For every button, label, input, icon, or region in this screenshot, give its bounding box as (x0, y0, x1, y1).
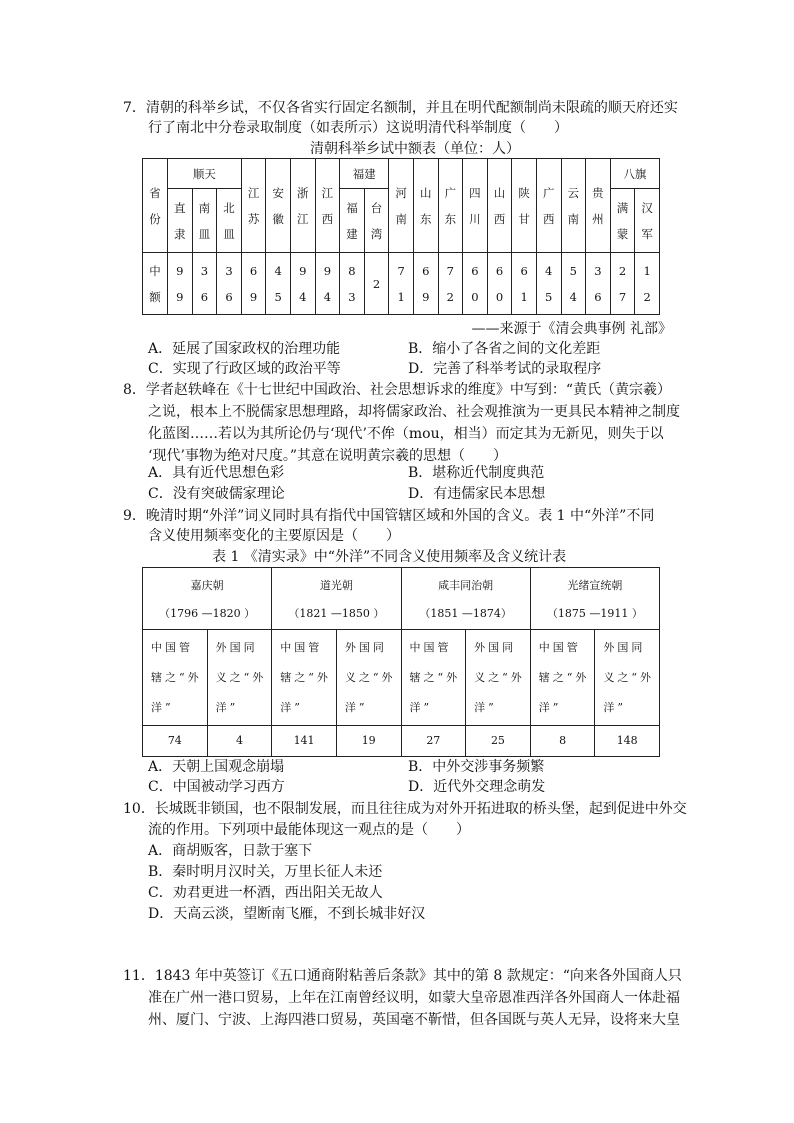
t1-value-4: 4 5 (266, 253, 291, 315)
q9-stem-line2: 含义使用频率变化的主要原因是（ ） (148, 528, 400, 544)
t2-period-years: （1851 —1874） (419, 606, 512, 620)
t1-value-18: 2 7 (610, 253, 635, 315)
t2-subheader-0-1: 外国同 义之“外 洋” (207, 630, 272, 726)
t1-value-8: 2 (364, 253, 389, 315)
t2-period-3 (530, 568, 659, 630)
t2-period-name: 光绪宣统朝 (567, 578, 623, 592)
t1-col-15: 广 西 (536, 159, 561, 253)
q10-stem-line1: 10．长城既非锁国，也不限制发展，而且往往成为对外开拓进取的桥头堡，起到促进中外交 (123, 801, 687, 817)
q8-stem-line2: 之说，根本上不脱儒家思想理路，却将儒家政治、社会观推演为一更具民本精神之制度 (148, 404, 680, 420)
t2-subheader-2-1: 外国同 义之“外 洋” (466, 630, 531, 726)
t1-col-1: 南 皿 (192, 189, 217, 253)
q8-stem-line3: 化蓝图……若以为其所论仍与‘现代’不侔（mou，相当）而定其为无新见，则失于以 (148, 426, 664, 442)
q8-stem-line1: 8．学者赵轶峰在《十七世纪中国政治、社会思想诉求的维度》中写到：“黄氏（黄宗羲） (123, 382, 672, 398)
t1-col-18: 满 蒙 (610, 189, 635, 253)
t1-quota-header: 中 额 (143, 253, 168, 315)
t2-period-name: 咸丰同治朝 (438, 578, 494, 592)
t2-period-2 (401, 568, 530, 630)
t1-value-2: 3 6 (217, 253, 242, 315)
t2-value-0-1: 4 (207, 726, 272, 757)
q8-stem-line4: ‘现代’事物为绝对尺度。”其意在说明黄宗羲的思想（ ） (148, 448, 508, 464)
t2-subheader-0-0: 中国管 辖之“外 洋” (143, 630, 208, 726)
t2-value-1-0: 141 (272, 726, 337, 757)
t1-col-12: 四 川 (463, 159, 488, 253)
t2-period-0 (143, 568, 272, 630)
q9-frequency-table (142, 567, 660, 757)
q10-option-d[interactable]: D．天高云淡，望断南飞雁，不到长城非好汉 (148, 906, 426, 922)
t1-col-17: 贵 州 (586, 159, 611, 253)
q7-option-c[interactable]: C．实现了行政区域的政治平等 (148, 361, 341, 377)
t1-col-3: 江 苏 (241, 159, 266, 253)
t2-period-years: （1821 —1850 ） (288, 606, 385, 620)
t1-value-10: 6 9 (413, 253, 438, 315)
q7-stem-line2: 行了南北中分卷录取制度（如表所示）这说明清代科举制度（ ） (148, 120, 568, 136)
t1-col-11: 广 东 (438, 159, 463, 253)
q8-option-d[interactable]: D．有违儒家民本思想 (408, 486, 546, 502)
t2-value-3-1: 148 (595, 726, 660, 757)
t1-value-12: 6 0 (463, 253, 488, 315)
q9-stem-line1: 9．晚清时期“外洋”词义同时具有指代中国管辖区域和外国的含义。表 1 中“外洋”不同 (123, 508, 655, 524)
q9-option-b[interactable]: B．中外交涉事务频繁 (408, 759, 545, 775)
q8-option-c[interactable]: C．没有突破儒家理论 (148, 486, 285, 502)
t2-period-years: （1875 —1911 ） (546, 606, 643, 620)
q8-option-b[interactable]: B．堪称近代制度典范 (408, 465, 545, 481)
t2-period-years: （1796 —1820 ） (159, 606, 256, 620)
t1-value-16: 5 4 (561, 253, 586, 315)
t1-group-baqi: 八旗 (610, 159, 659, 189)
t1-value-19: 1 2 (635, 253, 660, 315)
t1-col-5: 浙 江 (290, 159, 315, 253)
t1-value-6: 9 4 (315, 253, 340, 315)
t1-col-0: 直 隶 (168, 189, 193, 253)
q9-option-d[interactable]: D．近代外交理念萌发 (408, 779, 546, 795)
t1-value-1: 3 6 (192, 253, 217, 315)
t1-col-10: 山 东 (413, 159, 438, 253)
q11-stem-line1: 11．1843 年中英签订《五口通商附粘善后条款》其中的第 8 款规定：“向来各外国商人只 (123, 968, 682, 984)
t1-value-15: 4 5 (536, 253, 561, 315)
q7-option-d[interactable]: D．完善了科举考试的录取程序 (408, 361, 602, 377)
t1-col-13: 山 西 (487, 159, 512, 253)
t1-col-2: 北 皿 (217, 189, 242, 253)
t2-period-name: 嘉庆朝 (190, 578, 224, 592)
t1-value-14: 6 1 (512, 253, 537, 315)
q10-option-c[interactable]: C．劝君更进一杯酒，西出阳关无故人 (148, 885, 383, 901)
t2-period-name: 道光朝 (319, 578, 353, 592)
t1-col-4: 安 徽 (266, 159, 291, 253)
q7-stem-line1: 7．清朝的科举乡试，不仅各省实行固定名额制，并且在明代配额制尚未限疏的顺天府还实 (123, 100, 678, 116)
q9-option-c[interactable]: C．中国被动学习西方 (148, 779, 285, 795)
t1-value-5: 9 4 (290, 253, 315, 315)
t1-group-shuntian: 顺天 (168, 159, 242, 189)
q11-stem-line3: 州、厦门、宁波、上海四港口贸易，英国毫不靳惜，但各国既与英人无异，设将来大皇 (148, 1012, 680, 1028)
q10-option-a[interactable]: A．商胡贩客，日款于塞下 (148, 843, 313, 859)
t2-value-0-0: 74 (143, 726, 208, 757)
q7-quota-table (142, 158, 660, 315)
t2-subheader-1-0: 中国管 辖之“外 洋” (272, 630, 337, 726)
t1-value-17: 3 6 (586, 253, 611, 315)
t1-value-3: 6 9 (241, 253, 266, 315)
q7-table-title: 清朝科举乡试中额表（单位：人） (310, 141, 520, 157)
t1-col-8: 台 湾 (364, 189, 389, 253)
q10-stem-line2: 流的作用。下列项中最能体现这一观点的是（ ） (148, 822, 470, 838)
t1-province-header: 省 份 (143, 159, 168, 253)
t1-col-6: 江 西 (315, 159, 340, 253)
t2-subheader-3-0: 中国管 辖之“外 洋” (530, 630, 595, 726)
t2-value-3-0: 8 (530, 726, 595, 757)
t1-value-0: 9 9 (168, 253, 193, 315)
q7-option-a[interactable]: A．延展了国家政权的治理功能 (148, 341, 341, 357)
t2-period-1 (272, 568, 401, 630)
t2-subheader-2-0: 中国管 辖之“外 洋” (401, 630, 466, 726)
q9-table-title: 表 1 《清实录》中“外洋”不同含义使用频率及含义统计表 (212, 549, 567, 565)
q10-option-b[interactable]: B．秦时明月汉时关，万里长征人未还 (148, 864, 383, 880)
t2-subheader-3-1: 外国同 义之“外 洋” (595, 630, 660, 726)
t1-col-14: 陕 甘 (512, 159, 537, 253)
t1-value-9: 7 1 (389, 253, 414, 315)
q9-option-a[interactable]: A．天朝上国观念崩塌 (148, 759, 285, 775)
t1-col-9: 河 南 (389, 159, 414, 253)
t1-value-7: 8 3 (340, 253, 365, 315)
q8-option-a[interactable]: A．具有近代思想色彩 (148, 465, 285, 481)
q11-stem-line2: 准在广州一港口贸易，上年在江南曾经议明，如蒙大皇帝恩准西洋各外国商人一体赴福 (148, 990, 680, 1006)
t1-col-16: 云 南 (561, 159, 586, 253)
t2-value-2-1: 25 (466, 726, 531, 757)
q7-source: ——来源于《清会典事例 礼部》 (471, 321, 672, 337)
q7-option-b[interactable]: B．缩小了各省之间的文化差距 (408, 341, 601, 357)
t2-subheader-1-1: 外国同 义之“外 洋” (336, 630, 401, 726)
t2-value-1-1: 19 (336, 726, 401, 757)
t2-value-2-0: 27 (401, 726, 466, 757)
t1-value-13: 6 0 (487, 253, 512, 315)
t1-col-7: 福 建 (340, 189, 365, 253)
t1-value-11: 7 2 (438, 253, 463, 315)
t1-col-19: 汉 军 (635, 189, 660, 253)
t1-group-fujian: 福建 (340, 159, 389, 189)
